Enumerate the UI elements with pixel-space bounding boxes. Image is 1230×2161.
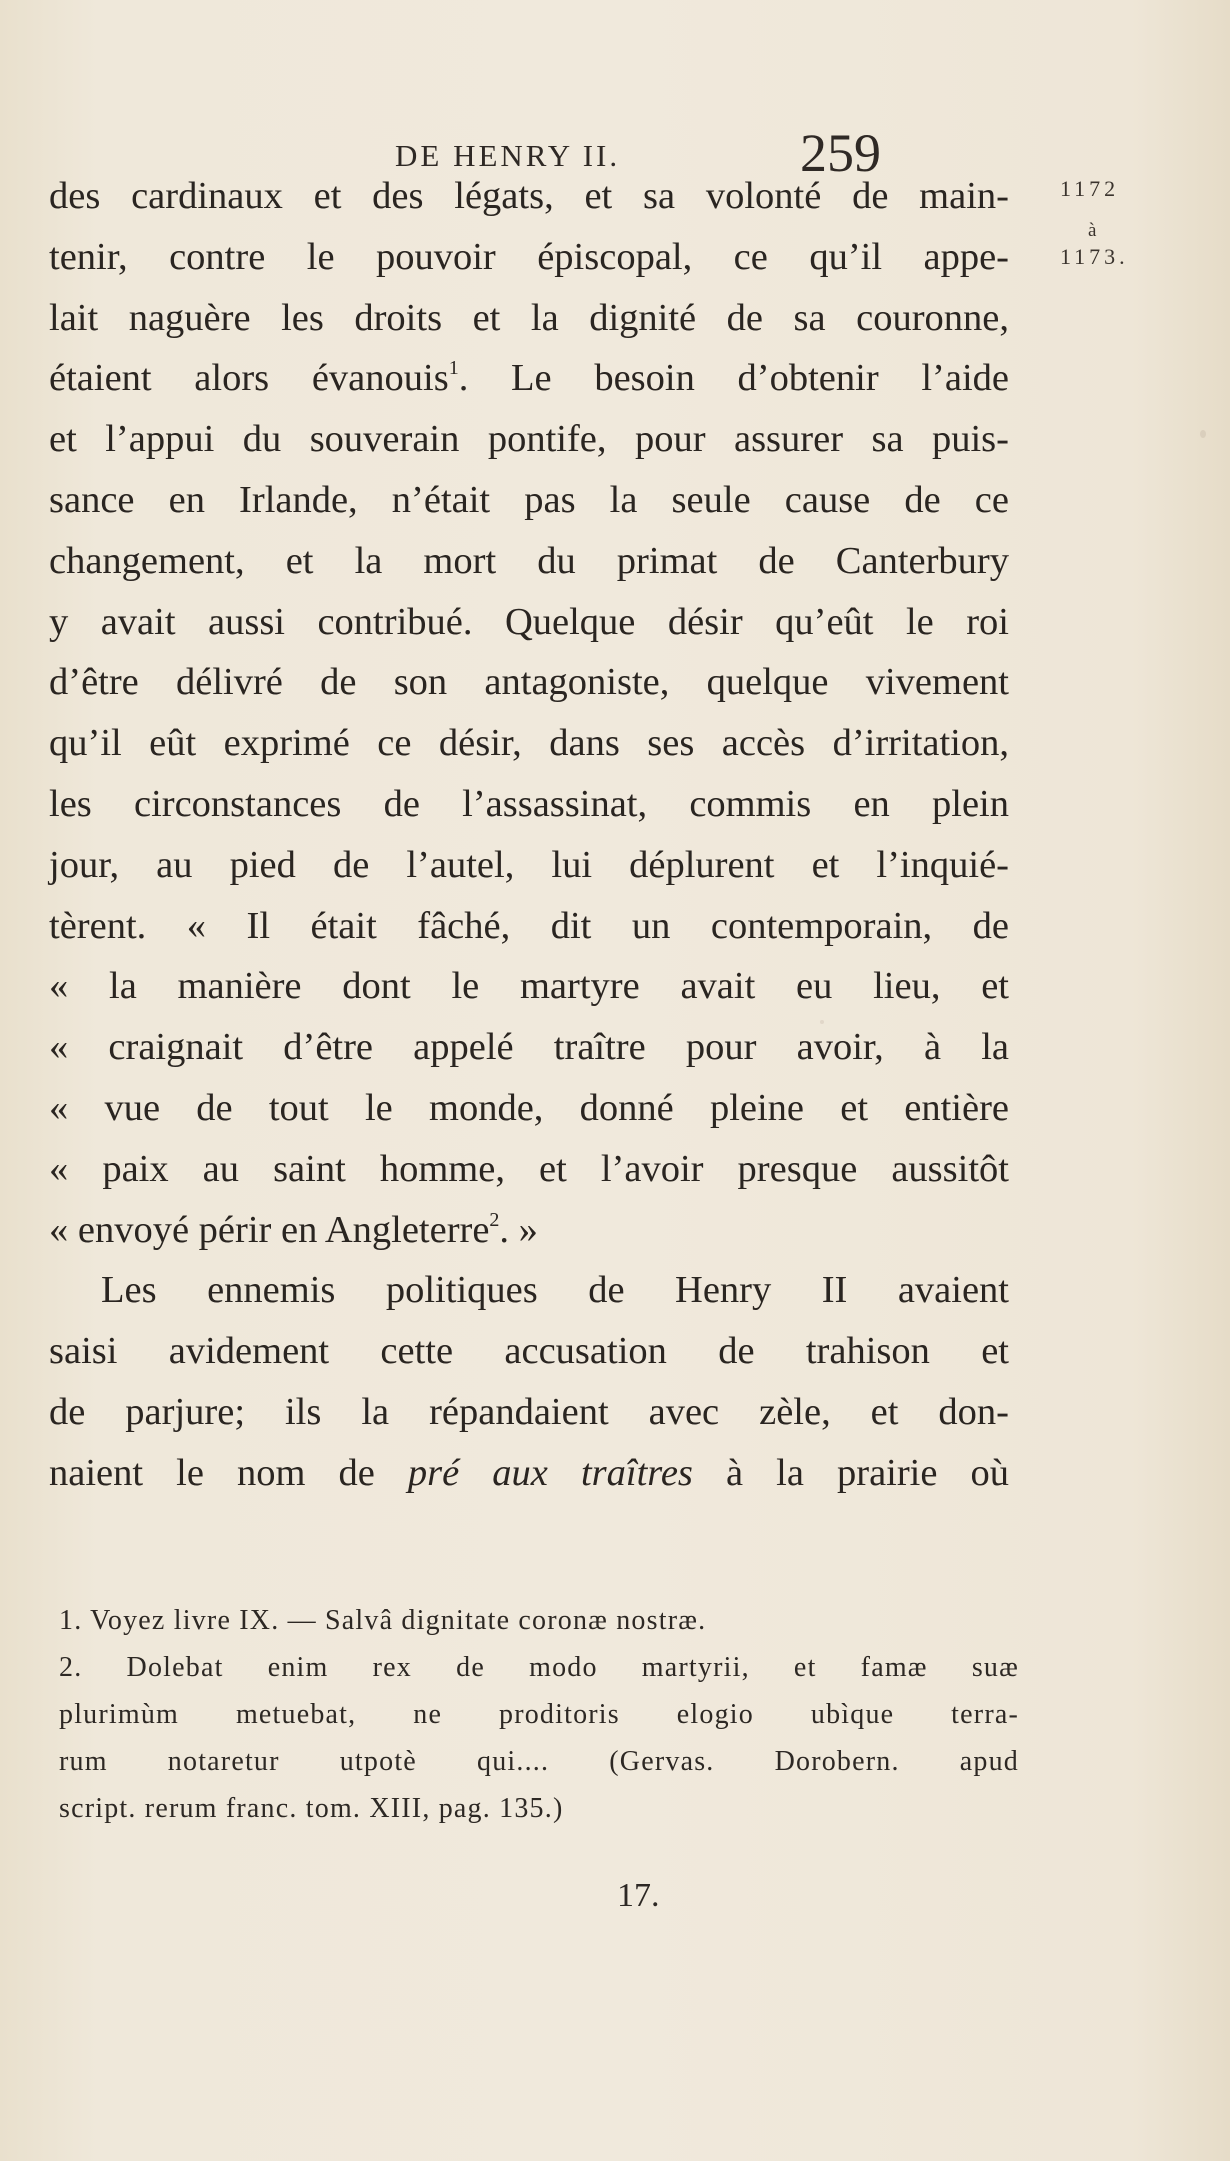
footnotes — [59, 1597, 1019, 1832]
text-line: tenir, contre le pouvoir épiscopal, ce qu’il appe- — [49, 235, 1009, 278]
text-line: et l’appui du souverain pontife, pour assurer sa puis- — [49, 418, 1009, 461]
text-line: jour, au pied de l’autel, lui déplurent et l’inquié- — [49, 843, 1009, 886]
text-line: les circonstances de l’assassinat, commis en plein — [49, 782, 1009, 825]
text-line — [49, 348, 1009, 409]
text-segment: étaient alors évanouis — [49, 357, 449, 400]
text-line: qu’il eût exprimé ce désir, dans ses accès d’irritation, — [49, 722, 1009, 765]
text-line: saisi avidement cette accusation de trahison et — [49, 1330, 1009, 1373]
footnote-2-line: plurimùm metuebat, ne proditoris elogio ubìque terra- — [59, 1699, 1019, 1730]
running-title: DE HENRY II. — [395, 138, 621, 173]
text-line: de parjure; ils la répandaient avec zèle, et don- — [49, 1390, 1009, 1433]
text-line: d’être délivré de son antagoniste, quelque vivement — [49, 661, 1009, 704]
text-line: tèrent. « Il était fâché, dit un contemporain, de — [49, 904, 1009, 947]
page-number: 259 — [800, 123, 881, 183]
margin-date-note — [1060, 176, 1170, 356]
text-line: changement, et la mort du primat de Canterbury — [49, 539, 1009, 582]
text-line: « vue de tout le monde, donné pleine et entière — [49, 1086, 1009, 1129]
footnote-2: 2. Dolebat enim rex de modo martyrii, et famæ suæ — [59, 1652, 1019, 1683]
text-segment: . Le besoin d’obtenir l’aide — [458, 357, 1009, 400]
text-segment: . » — [499, 1208, 538, 1251]
text-line: Les ennemis politiques de Henry II avaient — [101, 1269, 1009, 1312]
text-line: « craignait d’être appelé traître pour avoir, à la — [49, 1026, 1009, 1069]
text-line — [49, 1443, 1009, 1504]
text-line: « la manière dont le martyre avait eu lieu, et — [49, 965, 1009, 1008]
margin-year-start: 1172 — [1060, 176, 1120, 201]
footnote-2-line: rum notaretur utpotè qui.... (Gervas. Dorobern. apud — [59, 1746, 1019, 1777]
text-segment: naient le nom de — [49, 1451, 375, 1494]
footnote-1: 1. Voyez livre IX. — Salvâ dignitate coronæ nostræ. — [59, 1605, 707, 1636]
text-line: « paix au saint homme, et l’avoir presque aussitôt — [49, 1147, 1009, 1190]
paper-spot — [1200, 430, 1206, 438]
text-line — [49, 1200, 1009, 1261]
text-segment: à la prairie où — [726, 1451, 1010, 1494]
signature-mark: 17. — [617, 1877, 660, 1914]
margin-connector: à — [1088, 220, 1097, 241]
text-line: y avait aussi contribué. Quelque désir qu’eût le roi — [49, 600, 1009, 643]
text-segment: « envoyé périr en Angleterre — [49, 1208, 490, 1251]
main-text — [49, 166, 1009, 1504]
margin-year-end: 1173. — [1060, 244, 1129, 269]
footnote-ref-2: 2 — [489, 1208, 500, 1231]
italic-phrase: pré aux traîtres — [407, 1451, 693, 1494]
text-line: sance en Irlande, n’était pas la seule cause de ce — [49, 478, 1009, 521]
footnote-ref-1: 1 — [448, 357, 459, 380]
text-line: des cardinaux et des légats, et sa volonté de main- — [49, 175, 1009, 217]
text-line: lait naguère les droits et la dignité de sa couronne, — [49, 296, 1009, 339]
footnote-2-line: script. rerum franc. tom. XIII, pag. 135.) — [59, 1793, 564, 1824]
